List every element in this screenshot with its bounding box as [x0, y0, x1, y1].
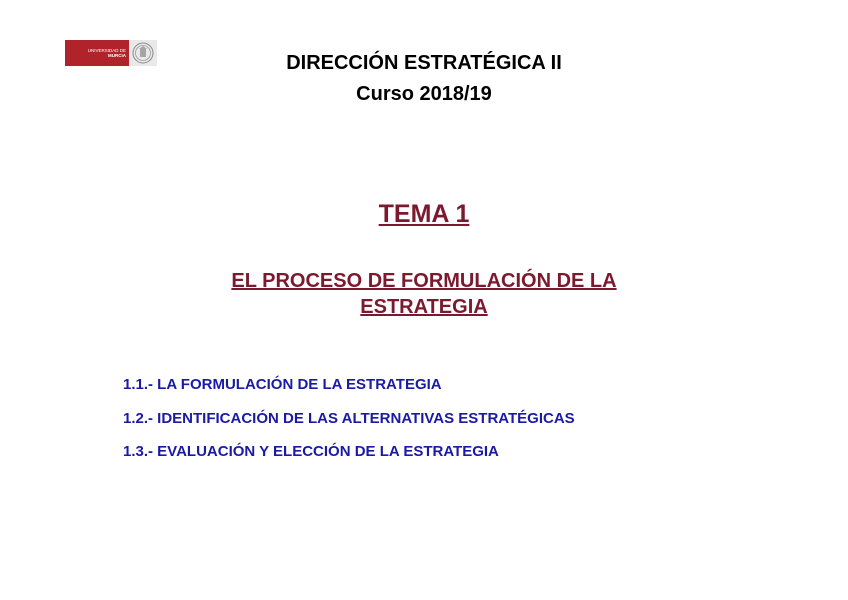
logo-line-2: MURCIA — [108, 53, 126, 58]
section-item: 1.3.- EVALUACIÓN Y ELECCIÓN DE LA ESTRATEGIA — [123, 443, 499, 460]
topic-label: TEMA 1 — [378, 200, 470, 228]
topic-title — [0, 268, 848, 320]
section-item: 1.1.- LA FORMULACIÓN DE LA ESTRATEGIA — [123, 376, 442, 393]
logo-line-1: UNIVERSIDAD DE — [87, 48, 126, 53]
topic-title-line-1: EL PROCESO DE FORMULACIÓN DE LA — [231, 270, 617, 292]
course-year: Curso 2018/19 — [356, 83, 492, 105]
course-title: DIRECCIÓN ESTRATÉGICA II — [286, 52, 562, 74]
section-list — [123, 376, 575, 477]
topic-title-line-2: ESTRATEGIA — [360, 296, 488, 318]
section-item: 1.2.- IDENTIFICACIÓN DE LAS ALTERNATIVAS ESTRATÉGICAS — [123, 409, 575, 427]
